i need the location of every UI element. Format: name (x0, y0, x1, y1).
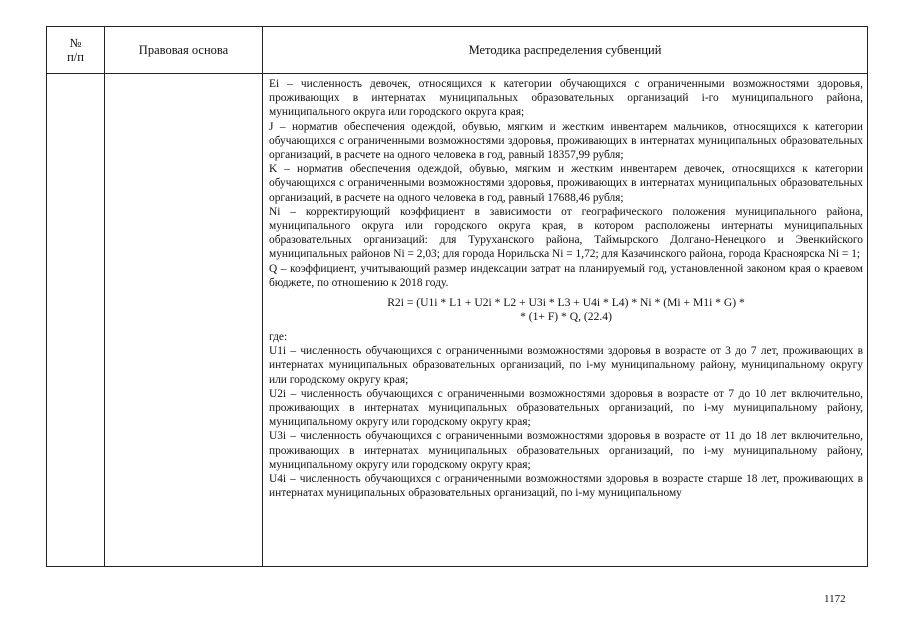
paragraph-u4i: U4i – численность обучающихся с ограниченными возможностями здоровья в возрасте старше 18 лет, проживающих в интернатах муниципальных образовательных организаций, по i-му муниципальному (269, 473, 863, 500)
cell-legal-basis (105, 74, 263, 567)
header-method: Методика распределения субвенций (263, 27, 868, 74)
paragraph-k: K – норматив обеспечения одеждой, обувью, мягким и жестким инвентарем девочек, относящихся к категории обучающихся с ограниченными возможностями здоровья, проживающих в интернатах муниципальных образовательных организаций, в расчете на одного человека в год, равный 17688,46 рубля; (269, 163, 863, 204)
table-row (47, 74, 868, 567)
where-label: где: (269, 331, 288, 344)
paragraph-ei: Ei – численность девочек, относящихся к категории обучающихся с ограниченными возможностями здоровья, проживающих в интернатах муниципальных образовательных организаций i-го муниципального района, муниципального округа или городского округа края; (269, 78, 863, 119)
table-header-row (47, 27, 868, 74)
paragraph-j: J – норматив обеспечения одеждой, обувью, мягким и жестким инвентарем мальчиков, относящихся к категории обучающихся с ограниченными возможностями здоровья, проживающих в интернатах муниципальных образовательных организаций, в расчете на одного человека в год, равный 18357,99 рубля; (269, 120, 863, 162)
header-number-symbol: № (69, 36, 82, 50)
paragraph-ni: Ni – корректирующий коэффициент в зависимости от географического положения муниципального района, муниципального округа или городского округа края, в котором расположены интернаты муниципальных образовательных организаций: для Туруханского района, Таймырского Долгано-Ненецкого и Эвенкийского муниципальных районов Ni = 2,03; для города Норильска Ni = 1,72; для Казачинского района, города Красноярска Ni = 1; (269, 205, 863, 261)
method-text (263, 74, 867, 500)
formula-line-1: R2i = (U1i * L1 + U2i * L2 + U3i * L3 + U4i * L4) * Ni * (Mi + M1i * G) * (387, 296, 745, 310)
paragraph-u1i: U1i – численность обучающихся с ограниченными возможностями здоровья в возрасте от 3 до 7 лет, проживающих в интернатах муниципальных образовательных организаций, по i-му муниципальному району, муниципальному округу или городскому округу края; (269, 345, 863, 386)
paragraph-u2i: U2i – численность обучающихся с ограниченными возможностями здоровья в возрасте от 7 до 10 лет включительно, проживающих в интернатах муниципальных образовательных организаций, по i-му муниципальному району, муниципальному округу или городскому округу края; (269, 387, 863, 429)
cell-number (47, 74, 105, 567)
header-legal-basis: Правовая основа (105, 27, 263, 74)
header-number (47, 27, 105, 74)
formula-r2i (269, 296, 863, 324)
formula-line-2: * (1+ F) * Q, (22.4) (520, 310, 612, 324)
paragraph-u3i: U3i – численность обучающихся с ограниченными возможностями здоровья в возрасте от 11 до 18 лет включительно, проживающих в интернатах муниципальных образовательных организаций, по i-му муниципальному району, муниципальному округу или городскому округу края; (269, 430, 863, 471)
paragraph-q: Q – коэффициент, учитывающий размер индексации затрат на планируемый год, установленной законом края о краевом бюджете, по отношению к 2018 году. (269, 262, 863, 289)
subvention-table (46, 26, 868, 567)
cell-method (263, 74, 868, 567)
header-number-abbrev: п/п (67, 50, 84, 64)
page-number: 1172 (824, 593, 846, 605)
